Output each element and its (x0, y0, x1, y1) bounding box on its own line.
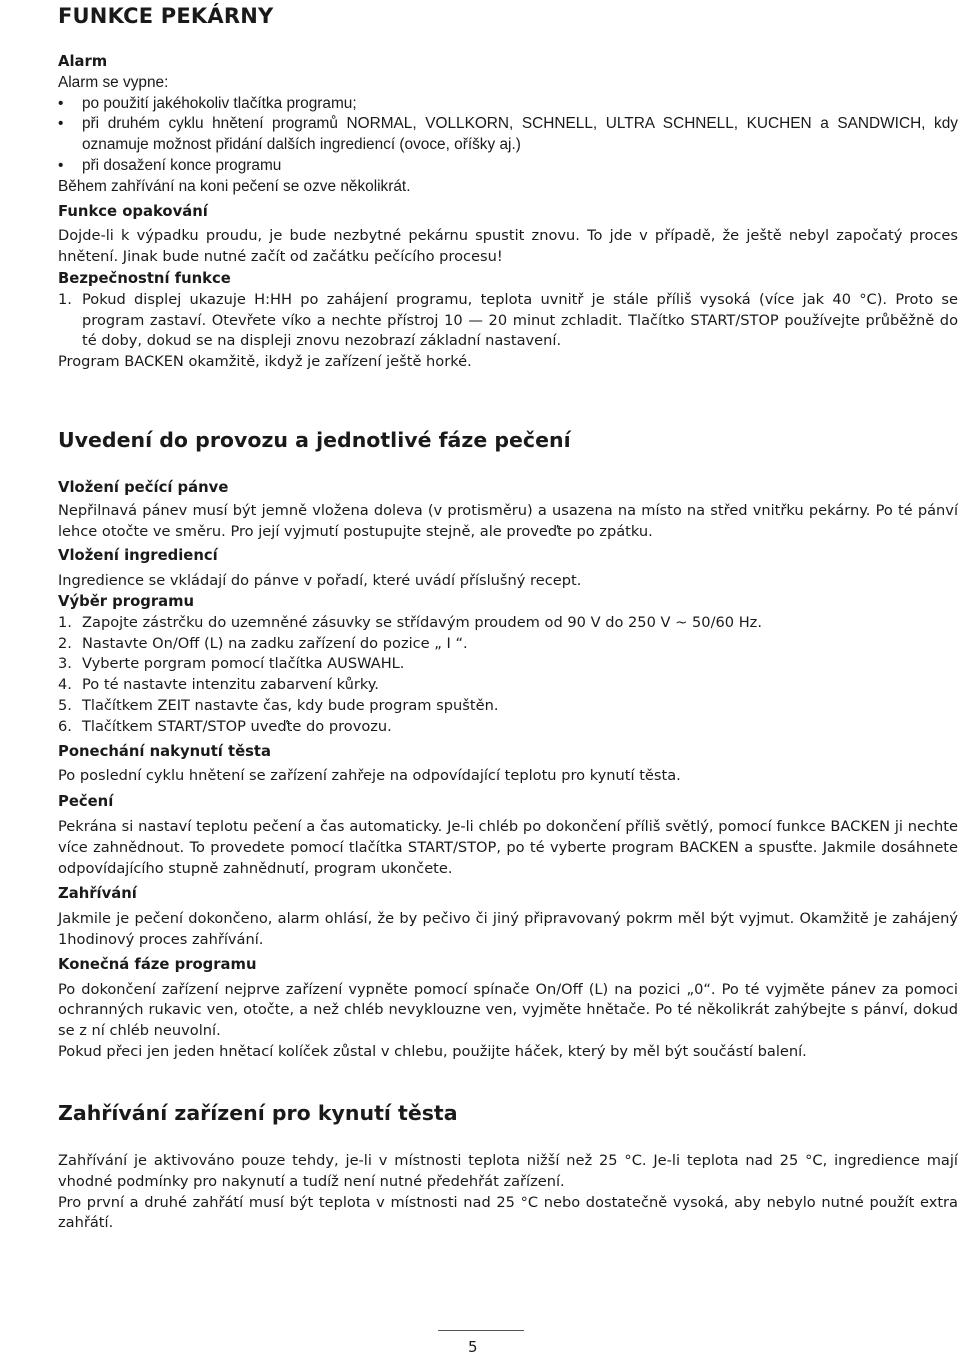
alarm-bullet-1: po použití jakéhokoliv tlačítka programu; (82, 94, 357, 112)
program-steps (58, 613, 958, 738)
alarm-heading: Alarm (58, 53, 108, 70)
safety-item (58, 290, 958, 352)
safety-item-text: Pokud displej ukazuje H:HH po zahájení programu, teplota uvnitř je stále příliš vysoká (více jak 40 °C). Proto se program zastaví. Otevřete víko a nechte přístroj 10 — 20 minut zchladit. Tlačítko START/STOP používejte průběžně do té doby, dokud se na displeji znovu nezobrazí základní nastavení. (82, 290, 958, 350)
final-heading: Konečná fáze programu (58, 955, 257, 973)
bullet-icon: • (58, 156, 64, 174)
rising-text: Po poslední cyklu hnětení se zařízení zahřeje na odpovídající teplotu pro kynutí těsta. (58, 767, 681, 785)
warming-heading: Zahřívání (58, 885, 137, 903)
list-item (58, 94, 958, 115)
warming-section (58, 1151, 958, 1234)
section-heading-operation: Uvedení do provozu a jednotlivé fáze pečení (58, 428, 571, 452)
list-item: 2. Nastavte On/Off (L) na zadku zařízení do pozice „ I “. (58, 634, 468, 652)
bullet-icon: • (58, 94, 64, 112)
alarm-bullet-2: při druhém cyklu hnětení programů NORMAL, VOLLKORN, SCHNELL, ULTRA SCHNELL, KUCHEN a SANDWICH, kdy oznamuje možnost přidání dalších ingrediencí (ovoce, oříšky aj.) (82, 115, 958, 154)
alarm-bullet-3: při dosažení konce programu (82, 156, 282, 174)
footer-divider (438, 1330, 524, 1331)
final-text-2: Pokud přeci jen jeden hnětací kolíček zůstal v chlebu, použijte háček, který by měl být součástí balení. (58, 1042, 807, 1060)
section3-text-2: Pro první a druhé zahřátí musí být teplota v místnosti nad 25 °C nebo dostatečně vysoká, aby nebylo nutné použít extra zahřátí. (58, 1193, 958, 1232)
list-item: 3. Vyberte porgram pomocí tlačítka AUSWAHL. (58, 655, 405, 673)
operation-section (58, 478, 958, 1063)
alarm-after: Během zahřívání na koni pečení se ozve několikrát. (58, 177, 411, 195)
alarm-section (58, 52, 958, 373)
safety-after: Program BACKEN okamžitě, ikdyž je zařízení ještě horké. (58, 353, 472, 371)
list-item (58, 114, 958, 156)
alarm-intro: Alarm se vypne: (58, 73, 169, 91)
list-item: 1. Zapojte zástrčku do uzemněné zásuvky se střídavým proudem od 90 V do 250 V ~ 50/60 Hz. (58, 613, 762, 631)
list-item: 4. Po té nastavte intenzitu zabarvení kůrky. (58, 676, 379, 694)
section-heading-warming: Zahřívání zařízení pro kynutí těsta (58, 1101, 458, 1125)
ingredients-text: Ingredience se vkládají do pánve v pořadí, které uvádí příslušný recept. (58, 572, 582, 590)
ingredients-heading: Vložení ingrediencí (58, 547, 218, 565)
program-heading: Výběr programu (58, 592, 195, 610)
pan-text: Nepřilnavá pánev musí být jemně vložena doleva (v protisměru) a usazena na místo na střed vnitřku pekárny. Po té pánví lehce otočte ve směru. Pro její vyjmutí postupujte stejně, ale proveďte po zpátku. (58, 501, 958, 540)
rising-heading: Ponechání nakynutí těsta (58, 742, 271, 760)
safety-item-number: 1. (58, 290, 72, 308)
list-item: 5. Tlačítkem ZEIT nastavte čas, kdy bude program spuštěn. (58, 696, 499, 714)
baking-heading: Pečení (58, 793, 114, 811)
baking-text: Pekrána si nastaví teplotu pečení a čas automaticky. Je-li chléb po dokončení příliš světlý, pomocí funkce BACKEN ji nechte více zahnědnout. To provedete pomocí tlačítka START/STOP, po té vyberte program BACKEN a spusťte. Jakmile dosáhnete odpovídajícího stupně zahnědnutí, program ukončete. (58, 817, 958, 877)
section3-text-1: Zahřívání je aktivováno pouze tehdy, je-li v místnosti teplota nižší než 25 °C. Je-li teplota nad 25 °C, ingredience mají vhodné podmínky pro nakynutí a tudíž není nutné předehřát zařízení. (58, 1152, 958, 1190)
repeat-text: Dojde-li k výpadku proudu, je bude nezbytné pekárnu spustit znovu. To jde v případě, že ještě nebyl započatý proces hnětení. Jinak bude nutné začít od začátku pečícího procesu! (58, 227, 958, 266)
pan-heading: Vložení pečící pánve (58, 479, 229, 496)
final-text-1: Po dokončení zařízení nejprve zařízení vypněte pomocí spínače On/Off (L) na pozici „0“. Po té vyjměte pánev za pomoci ochranných rukavic ven, otočte, a než chléb nevyklouzne ven, vyjměte hnětače. Po té několikrát zahýbejte s pánví, dokud se z ní chléb neuvolní. (58, 980, 958, 1040)
list-item: 6. Tlačítkem START/STOP uveďte do provozu. (58, 717, 392, 735)
page-title: FUNKCE PEKÁRNY (58, 4, 274, 28)
list-item (58, 156, 958, 177)
repeat-heading: Funkce opakování (58, 202, 208, 220)
page-number: 5 (468, 1338, 478, 1356)
bullet-icon: • (58, 115, 64, 133)
safety-heading: Bezpečnostní funkce (58, 269, 231, 287)
warming-text: Jakmile je pečení dokončeno, alarm ohlásí, že by pečivo či jiný připravovaný pokrm měl být vyjmut. Okamžitě je zahájený 1hodinový proces zahřívání. (58, 910, 958, 948)
